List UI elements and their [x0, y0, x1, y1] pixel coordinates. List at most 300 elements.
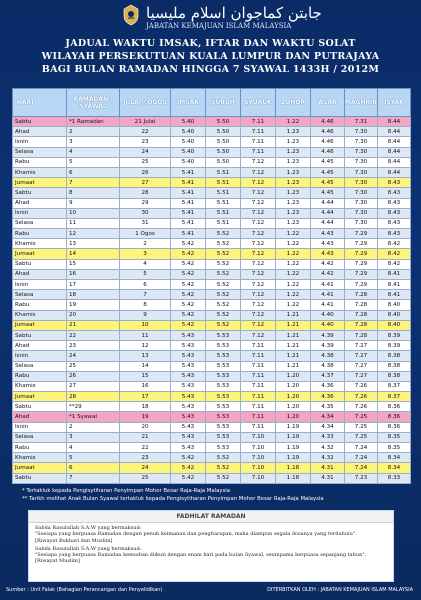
cell-isyak: 8.41	[378, 280, 411, 290]
cell-day: Ahad	[13, 341, 67, 351]
cell-asar: 4.33	[311, 432, 345, 442]
cell-subuh: 5.52	[206, 310, 241, 320]
cell-zohor: 1.21	[276, 361, 311, 371]
table-row	[13, 330, 411, 340]
cell-maghrib: 7.29	[345, 229, 378, 239]
cell-ramadan-date: 10	[67, 208, 120, 218]
cell-ramadan-date: 5	[67, 157, 120, 167]
cell-ramadan-date: 20	[67, 310, 120, 320]
cell-maghrib: 7.25	[345, 412, 378, 422]
cell-imsak: 5.43	[171, 422, 206, 432]
cell-zohor: 1.23	[276, 157, 311, 167]
cell-syuruk: 7.11	[241, 351, 276, 361]
cell-gregorian-date: 4	[120, 259, 171, 269]
table-row	[13, 157, 411, 167]
cell-zohor: 1.23	[276, 198, 311, 208]
cell-imsak: 5.42	[171, 453, 206, 463]
cell-imsak: 5.43	[171, 432, 206, 442]
cell-gregorian-date: 23	[120, 453, 171, 463]
cell-isyak: 8.37	[378, 392, 411, 402]
col-header-isyak: ISYAK	[378, 89, 411, 117]
cell-day: Khamis	[13, 239, 67, 249]
table-row	[13, 463, 411, 473]
cell-zohor: 1.18	[276, 473, 311, 483]
cell-imsak: 5.41	[171, 188, 206, 198]
cell-asar: 4.46	[311, 147, 345, 157]
cell-day: Ahad	[13, 269, 67, 279]
cell-syuruk: 7.12	[241, 300, 276, 310]
cell-ramadan-date: 7	[67, 178, 120, 188]
cell-subuh: 5.50	[206, 117, 241, 127]
cell-day: Isnin	[13, 351, 67, 361]
cell-maghrib: 7.30	[345, 198, 378, 208]
cell-isyak: 8.36	[378, 412, 411, 422]
cell-syuruk: 7.12	[241, 269, 276, 279]
cell-subuh: 5.53	[206, 402, 241, 412]
cell-subuh: 5.53	[206, 341, 241, 351]
cell-syuruk: 7.12	[241, 178, 276, 188]
cell-asar: 4.43	[311, 249, 345, 259]
col-header-syuruk: SYURUK	[241, 89, 276, 117]
cell-asar: 4.40	[311, 320, 345, 330]
cell-isyak: 8.44	[378, 147, 411, 157]
cell-asar: 4.43	[311, 229, 345, 239]
cell-gregorian-date: 6	[120, 280, 171, 290]
cell-imsak: 5.43	[171, 443, 206, 453]
cell-syuruk: 7.11	[241, 147, 276, 157]
cell-maghrib: 7.30	[345, 188, 378, 198]
cell-subuh: 5.53	[206, 422, 241, 432]
col-header-julai: JULAI / OGOS	[120, 89, 171, 117]
cell-gregorian-date: 14	[120, 361, 171, 371]
cell-imsak: 5.42	[171, 320, 206, 330]
cell-day: Ahad	[13, 127, 67, 137]
cell-imsak: 5.42	[171, 249, 206, 259]
cell-subuh: 5.50	[206, 127, 241, 137]
cell-zohor: 1.22	[276, 117, 311, 127]
cell-subuh: 5.53	[206, 330, 241, 340]
cell-asar: 4.38	[311, 351, 345, 361]
cell-isyak: 8.40	[378, 320, 411, 330]
cell-day: Isnin	[13, 280, 67, 290]
cell-gregorian-date: 23	[120, 137, 171, 147]
table-row	[13, 137, 411, 147]
cell-syuruk: 7.11	[241, 371, 276, 381]
cell-syuruk: 7.11	[241, 402, 276, 412]
cell-subuh: 5.51	[206, 178, 241, 188]
hadith-2-text: "Sesiapa yang berpuasa Ramadan kemudian diikuti dengan enam hari pada bulan Syawal, seumpama berpuasa sepanjang tahun".	[35, 552, 367, 559]
cell-imsak: 5.41	[171, 229, 206, 239]
cell-maghrib: 7.25	[345, 432, 378, 442]
cell-day: Selasa	[13, 290, 67, 300]
cell-day: Khamis	[13, 381, 67, 391]
cell-maghrib: 7.31	[345, 117, 378, 127]
cell-imsak: 5.40	[171, 147, 206, 157]
hadith-2-ref: [Riwayat Muslim]	[35, 558, 80, 565]
cell-syuruk: 7.11	[241, 137, 276, 147]
cell-gregorian-date: 8	[120, 300, 171, 310]
col-header-ramadan: RAMADAN / SYAWAL	[67, 89, 120, 117]
cell-zohor: 1.23	[276, 167, 311, 177]
cell-asar: 4.32	[311, 443, 345, 453]
cell-subuh: 5.51	[206, 167, 241, 177]
table-row	[13, 453, 411, 463]
cell-maghrib: 7.28	[345, 300, 378, 310]
table-row	[13, 320, 411, 330]
cell-ramadan-date: 4	[67, 443, 120, 453]
cell-isyak: 8.34	[378, 453, 411, 463]
cell-imsak: 5.41	[171, 218, 206, 228]
table-row	[13, 269, 411, 279]
cell-gregorian-date: 21 Julai	[120, 117, 171, 127]
cell-day: Sabtu	[13, 259, 67, 269]
cell-isyak: 8.42	[378, 259, 411, 269]
cell-ramadan-date: 27	[67, 381, 120, 391]
cell-imsak: 5.42	[171, 463, 206, 473]
cell-asar: 4.36	[311, 392, 345, 402]
table-row	[13, 432, 411, 442]
cell-isyak: 8.44	[378, 137, 411, 147]
cell-syuruk: 7.11	[241, 412, 276, 422]
cell-day: Selasa	[13, 147, 67, 157]
cell-maghrib: 7.26	[345, 392, 378, 402]
cell-day: Rabu	[13, 371, 67, 381]
cell-gregorian-date: 7	[120, 290, 171, 300]
table-row	[13, 198, 411, 208]
cell-imsak: 5.42	[171, 239, 206, 249]
cell-isyak: 8.39	[378, 330, 411, 340]
cell-zohor: 1.22	[276, 249, 311, 259]
hadith-1-intro: Sabda Rasulullah S.A.W yang bermaksud:	[35, 525, 142, 531]
cell-isyak: 8.34	[378, 463, 411, 473]
cell-gregorian-date: 19	[120, 412, 171, 422]
cell-imsak: 5.40	[171, 157, 206, 167]
cell-ramadan-date: 7	[67, 473, 120, 483]
cell-isyak: 8.39	[378, 341, 411, 351]
cell-maghrib: 7.27	[345, 361, 378, 371]
cell-asar: 4.39	[311, 341, 345, 351]
cell-isyak: 8.42	[378, 239, 411, 249]
cell-maghrib: 7.30	[345, 137, 378, 147]
cell-subuh: 5.52	[206, 300, 241, 310]
cell-zohor: 1.23	[276, 188, 311, 198]
cell-day: Rabu	[13, 229, 67, 239]
cell-zohor: 1.20	[276, 402, 311, 412]
cell-isyak: 8.36	[378, 402, 411, 412]
cell-subuh: 5.52	[206, 453, 241, 463]
cell-day: Khamis	[13, 453, 67, 463]
cell-imsak: 5.42	[171, 300, 206, 310]
cell-maghrib: 7.24	[345, 453, 378, 463]
fadhilat-box	[28, 510, 394, 582]
cell-maghrib: 7.30	[345, 218, 378, 228]
cell-day: Khamis	[13, 310, 67, 320]
cell-subuh: 5.52	[206, 463, 241, 473]
hadith-1-text: "Sesiapa yang berpuasa Ramadan dengan penuh keimanan dan pengharapan, maka diampun segala dosanya yang terdahulu".	[35, 531, 357, 538]
table-header-row	[13, 89, 411, 117]
col-header-asar: ASAR	[311, 89, 345, 117]
cell-asar: 4.40	[311, 310, 345, 320]
cell-day: Sabtu	[13, 473, 67, 483]
cell-day: Rabu	[13, 443, 67, 453]
cell-subuh: 5.50	[206, 137, 241, 147]
cell-subuh: 5.53	[206, 351, 241, 361]
cell-isyak: 8.43	[378, 218, 411, 228]
cell-maghrib: 7.28	[345, 330, 378, 340]
cell-subuh: 5.52	[206, 269, 241, 279]
cell-gregorian-date: 2	[120, 239, 171, 249]
cell-zohor: 1.21	[276, 330, 311, 340]
cell-ramadan-date: 6	[67, 463, 120, 473]
cell-gregorian-date: 29	[120, 198, 171, 208]
cell-syuruk: 7.12	[241, 218, 276, 228]
cell-day: Isnin	[13, 422, 67, 432]
cell-asar: 4.43	[311, 239, 345, 249]
cell-ramadan-date: 18	[67, 290, 120, 300]
cell-ramadan-date: 2	[67, 127, 120, 137]
cell-maghrib: 7.29	[345, 280, 378, 290]
cell-isyak: 8.37	[378, 381, 411, 391]
cell-subuh: 5.53	[206, 432, 241, 442]
table-row	[13, 371, 411, 381]
cell-imsak: 5.43	[171, 330, 206, 340]
cell-syuruk: 7.11	[241, 361, 276, 371]
cell-zohor: 1.21	[276, 341, 311, 351]
cell-maghrib: 7.28	[345, 320, 378, 330]
cell-syuruk: 7.12	[241, 259, 276, 269]
cell-isyak: 8.41	[378, 290, 411, 300]
cell-ramadan-date: 16	[67, 269, 120, 279]
prayer-times-table	[12, 88, 411, 484]
table-row	[13, 443, 411, 453]
cell-ramadan-date: **29	[67, 402, 120, 412]
col-header-zohor: ZOHOR	[276, 89, 311, 117]
cell-day: Isnin	[13, 137, 67, 147]
cell-asar: 4.44	[311, 218, 345, 228]
cell-ramadan-date: 21	[67, 320, 120, 330]
cell-maghrib: 7.30	[345, 147, 378, 157]
table-row	[13, 300, 411, 310]
cell-subuh: 5.52	[206, 473, 241, 483]
cell-syuruk: 7.12	[241, 330, 276, 340]
table-row	[13, 208, 411, 218]
cell-maghrib: 7.30	[345, 208, 378, 218]
col-header-imsak: IMSAK	[171, 89, 206, 117]
cell-subuh: 5.53	[206, 412, 241, 422]
cell-isyak: 8.36	[378, 422, 411, 432]
cell-zohor: 1.23	[276, 147, 311, 157]
table-row	[13, 412, 411, 422]
jakim-crest-icon	[122, 4, 140, 26]
table-row	[13, 361, 411, 371]
cell-imsak: 5.41	[171, 167, 206, 177]
cell-maghrib: 7.27	[345, 371, 378, 381]
cell-imsak: 5.42	[171, 310, 206, 320]
table-row	[13, 290, 411, 300]
cell-day: Selasa	[13, 432, 67, 442]
cell-isyak: 8.43	[378, 188, 411, 198]
cell-subuh: 5.52	[206, 280, 241, 290]
table-row	[13, 402, 411, 412]
cell-day: Rabu	[13, 300, 67, 310]
cell-gregorian-date: 26	[120, 167, 171, 177]
cell-gregorian-date: 1 Ogos	[120, 229, 171, 239]
cell-gregorian-date: 13	[120, 351, 171, 361]
cell-zohor: 1.19	[276, 443, 311, 453]
cell-day: Jumaat	[13, 392, 67, 402]
cell-zohor: 1.20	[276, 381, 311, 391]
cell-asar: 4.44	[311, 198, 345, 208]
cell-gregorian-date: 11	[120, 330, 171, 340]
cell-zohor: 1.22	[276, 239, 311, 249]
cell-subuh: 5.52	[206, 229, 241, 239]
cell-gregorian-date: 25	[120, 157, 171, 167]
cell-asar: 4.41	[311, 280, 345, 290]
cell-syuruk: 7.11	[241, 127, 276, 137]
cell-zohor: 1.20	[276, 371, 311, 381]
cell-subuh: 5.51	[206, 218, 241, 228]
cell-isyak: 8.43	[378, 198, 411, 208]
cell-asar: 4.36	[311, 381, 345, 391]
cell-isyak: 8.38	[378, 361, 411, 371]
cell-gregorian-date: 3	[120, 249, 171, 259]
cell-ramadan-date: 5	[67, 453, 120, 463]
cell-asar: 4.42	[311, 269, 345, 279]
cell-syuruk: 7.12	[241, 188, 276, 198]
cell-gregorian-date: 22	[120, 127, 171, 137]
cell-imsak: 5.43	[171, 361, 206, 371]
cell-maghrib: 7.28	[345, 290, 378, 300]
cell-subuh: 5.52	[206, 320, 241, 330]
cell-ramadan-date: 3	[67, 137, 120, 147]
cell-subuh: 5.51	[206, 188, 241, 198]
cell-syuruk: 7.12	[241, 239, 276, 249]
cell-imsak: 5.42	[171, 290, 206, 300]
cell-imsak: 5.43	[171, 341, 206, 351]
table-row	[13, 117, 411, 127]
cell-ramadan-date: 23	[67, 341, 120, 351]
cell-asar: 4.45	[311, 188, 345, 198]
cell-zohor: 1.23	[276, 208, 311, 218]
footnote-1: * Tertakluk kepada Pengisytiharan Penyimpan Mohor Besar Raja-Raja Malaysia	[22, 488, 230, 494]
table-row	[13, 249, 411, 259]
cell-syuruk: 7.11	[241, 117, 276, 127]
cell-asar: 4.35	[311, 402, 345, 412]
cell-asar: 4.38	[311, 361, 345, 371]
cell-gregorian-date: 10	[120, 320, 171, 330]
cell-imsak: 5.43	[171, 381, 206, 391]
cell-gregorian-date: 16	[120, 381, 171, 391]
table-row	[13, 229, 411, 239]
cell-day: Ahad	[13, 412, 67, 422]
cell-isyak: 8.43	[378, 208, 411, 218]
fadhilat-body	[29, 523, 393, 567]
cell-day: Jumaat	[13, 249, 67, 259]
cell-asar: 4.32	[311, 453, 345, 463]
table-row	[13, 259, 411, 269]
cell-ramadan-date: 2	[67, 422, 120, 432]
cell-zohor: 1.23	[276, 127, 311, 137]
title-line-3: BAGI BULAN RAMADAN HINGGA 7 SYAWAL 1433H / 2012M	[41, 64, 380, 75]
cell-syuruk: 7.11	[241, 341, 276, 351]
cell-asar: 4.42	[311, 259, 345, 269]
cell-maghrib: 7.29	[345, 239, 378, 249]
cell-gregorian-date: 28	[120, 188, 171, 198]
cell-isyak: 8.40	[378, 310, 411, 320]
table-row	[13, 147, 411, 157]
cell-gregorian-date: 9	[120, 310, 171, 320]
table-row	[13, 381, 411, 391]
table-row	[13, 218, 411, 228]
cell-day: Isnin	[13, 208, 67, 218]
cell-asar: 4.41	[311, 300, 345, 310]
cell-subuh: 5.51	[206, 208, 241, 218]
cell-isyak: 8.40	[378, 300, 411, 310]
cell-zohor: 1.22	[276, 300, 311, 310]
cell-ramadan-date: 14	[67, 249, 120, 259]
cell-gregorian-date: 30	[120, 208, 171, 218]
cell-syuruk: 7.12	[241, 310, 276, 320]
cell-ramadan-date: 9	[67, 198, 120, 208]
cell-imsak: 5.41	[171, 208, 206, 218]
cell-syuruk: 7.12	[241, 157, 276, 167]
table-row	[13, 351, 411, 361]
cell-syuruk: 7.12	[241, 208, 276, 218]
cell-zohor: 1.20	[276, 412, 311, 422]
cell-maghrib: 7.30	[345, 157, 378, 167]
source-note: Sumber : Unit Falak (Bahagian Perancangan dan Penyelidikan)	[6, 587, 163, 593]
cell-zohor: 1.21	[276, 320, 311, 330]
cell-gregorian-date: 24	[120, 147, 171, 157]
cell-day: Rabu	[13, 157, 67, 167]
cell-subuh: 5.53	[206, 392, 241, 402]
cell-imsak: 5.43	[171, 351, 206, 361]
cell-imsak: 5.42	[171, 280, 206, 290]
cell-imsak: 5.43	[171, 412, 206, 422]
cell-day: Sabtu	[13, 117, 67, 127]
table-row	[13, 392, 411, 402]
fadhilat-heading: FADHILAT RAMADAN	[29, 511, 393, 523]
table-row	[13, 239, 411, 249]
cell-gregorian-date: 20	[120, 422, 171, 432]
cell-asar: 4.44	[311, 208, 345, 218]
cell-zohor: 1.22	[276, 290, 311, 300]
cell-ramadan-date: *1 Ramadan	[67, 117, 120, 127]
cell-zohor: 1.22	[276, 229, 311, 239]
cell-day: Jumaat	[13, 463, 67, 473]
cell-syuruk: 7.12	[241, 290, 276, 300]
cell-subuh: 5.50	[206, 147, 241, 157]
cell-syuruk: 7.10	[241, 463, 276, 473]
cell-ramadan-date: 19	[67, 300, 120, 310]
cell-zohor: 1.19	[276, 432, 311, 442]
cell-asar: 4.39	[311, 330, 345, 340]
cell-ramadan-date: *1 Syawal	[67, 412, 120, 422]
cell-gregorian-date: 15	[120, 371, 171, 381]
table-body	[13, 117, 411, 484]
cell-asar: 4.46	[311, 117, 345, 127]
cell-asar: 4.31	[311, 473, 345, 483]
cell-imsak: 5.40	[171, 127, 206, 137]
hadith-1-ref: [Riwayat Bukhari dan Muslim]	[35, 537, 113, 544]
cell-maghrib: 7.25	[345, 422, 378, 432]
col-header-subuh: SUBUH	[206, 89, 241, 117]
cell-zohor: 1.23	[276, 137, 311, 147]
cell-maghrib: 7.30	[345, 167, 378, 177]
cell-maghrib: 7.30	[345, 178, 378, 188]
cell-maghrib: 7.29	[345, 259, 378, 269]
cell-imsak: 5.43	[171, 392, 206, 402]
